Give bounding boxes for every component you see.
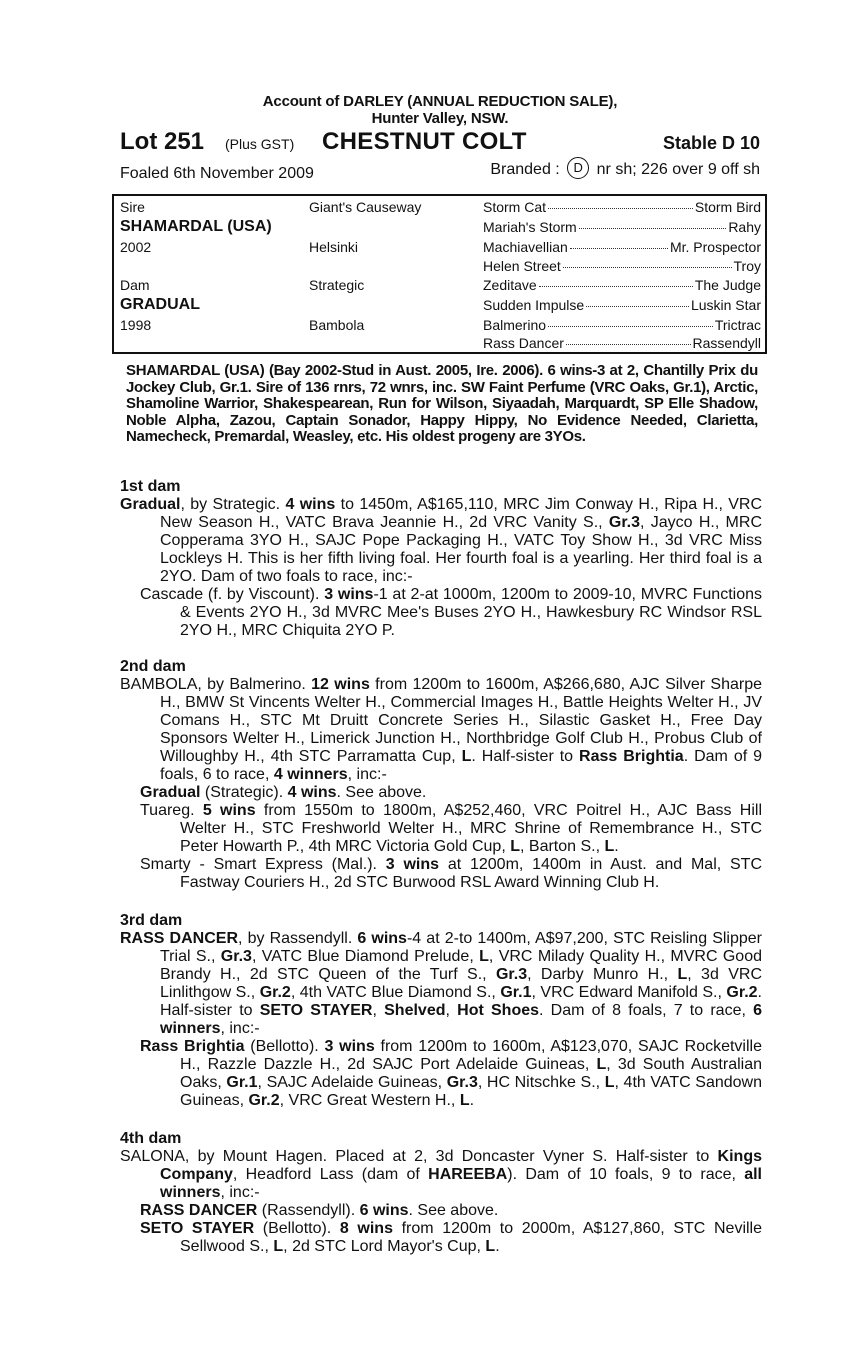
- sire-year: 2002: [120, 239, 152, 255]
- text-run: . Dam of 9 foals, 6 to race,: [160, 748, 763, 783]
- text-run: , Barton S.,: [520, 838, 605, 855]
- progeny-record: [120, 1202, 762, 1220]
- bold-text-run: 6 winners: [160, 1002, 763, 1037]
- sire-name: SHAMARDAL (USA): [120, 218, 272, 235]
- bold-text-run: L: [459, 1092, 470, 1109]
- gst-note: (Plus GST): [225, 136, 295, 152]
- foaled-date: Foaled 6th November 2009: [120, 165, 314, 182]
- text-run: ). Dam of 10 foals, 9 to race,: [507, 1166, 745, 1183]
- text-run: from 1200m to 1600m, A$266,680, AJC Silver Sharpe H., BMW St Vincents Welter H., Commercial Images H., Battle Heights Welter H., JV Comans H., STC Mt Druitt Concrete Series H., Silastic Gasket H., Free Day Sponsors Welter H., Limerick Junction H., Northbridge Golf Club H., Probus Club of Willoughby H., 4th STC Parramatta Cup,: [160, 676, 762, 765]
- leader-dots: [539, 286, 693, 287]
- bold-text-run: 3 wins: [324, 1038, 375, 1055]
- dam-record: [120, 1148, 762, 1202]
- bold-text-run: L: [479, 948, 489, 965]
- bold-text-run: Gradual: [120, 496, 181, 513]
- text-run: -4 at 2-to 1400m, A$97,200, STC Reisling Slipper Trial S.,: [160, 930, 763, 965]
- progeny-record: [120, 802, 762, 856]
- text-run: , inc:-: [220, 1184, 260, 1201]
- text-run: , Headford Lass (dam of: [232, 1166, 429, 1183]
- bold-text-run: 8 wins: [339, 1220, 393, 1237]
- dam-record: [120, 676, 762, 784]
- leader-dots: [579, 228, 727, 229]
- pedigree-table: [112, 194, 767, 354]
- dam-record: [120, 496, 762, 586]
- text-run: , 4th VATC Sandown Guineas,: [180, 1074, 763, 1109]
- branded-label: Branded :: [490, 161, 560, 178]
- bold-text-run: L: [604, 1074, 615, 1091]
- text-run: (Strategic).: [200, 784, 288, 801]
- bold-text-run: Rass Brightia: [579, 748, 684, 765]
- text-run: .: [495, 1238, 500, 1255]
- ancestor-name: Rass Dancer: [483, 335, 564, 351]
- ancestor-row: [483, 317, 761, 335]
- text-run: , SAJC Adelaide Guineas,: [257, 1074, 447, 1091]
- bold-text-run: 4 wins: [287, 784, 337, 801]
- leader-dots: [586, 306, 689, 307]
- text-run: -1 at 2-at 1000m, 1200m to 2009-10, MVRC Functions & Events 2YO H., 3d MVRC Mee's Buses 2YO H., Hawkesbury RC Windsor RSL 2YO H., MRC Chiquita 2YO P.: [180, 586, 763, 639]
- sire-record: SHAMARDAL (USA) (Bay 2002-Stud in Aust. 2005, Ire. 2006). 6 wins-3 at 2, Chantilly Prix du Jockey Club, Gr.1. Sire of 136 rnrs, 72 wnrs, inc. SW Faint Perfume (VRC Oaks, Gr.1), Arctic, Shamoline Warrior, Shakespearean, Run for Wilson, Siyaadah, Marquardt, SP Elle Shadow, Noble Alpha, Zazou, Captain Sonador, Happy Hippy, No Evidence Needed, Clarietta, Namecheck, Premardal, Weasley, etc. His oldest progeny are 3YOs.: [126, 362, 758, 445]
- bold-text-run: Gr.1: [500, 984, 532, 1001]
- text-run: . Dam of 8 foals, 7 to race,: [539, 1002, 754, 1019]
- bold-text-run: L: [596, 1056, 607, 1073]
- bold-text-run: 5 wins: [202, 802, 256, 819]
- vendor-account: [120, 93, 760, 127]
- text-run: Tuareg.: [140, 802, 203, 819]
- bold-text-run: 3 wins: [385, 856, 440, 873]
- bold-text-run: 4 wins: [285, 496, 336, 513]
- bold-text-run: SETO STAYER: [259, 1002, 373, 1019]
- bold-text-run: 4 winners: [273, 766, 348, 783]
- ancestor-name: Mariah's Storm: [483, 219, 577, 235]
- ancestor-row: [483, 219, 761, 237]
- text-run: , inc:-: [347, 766, 387, 783]
- ancestor-sire: Rassendyll: [692, 335, 761, 351]
- ancestor-name: Machiavellian: [483, 239, 568, 255]
- text-run: Cascade (f. by Viscount).: [140, 586, 325, 603]
- text-run: , by Rassendyll.: [238, 930, 358, 947]
- ancestor-sire: Rahy: [728, 219, 761, 235]
- text-run: , VRC Edward Manifold S.,: [531, 984, 727, 1001]
- bold-text-run: Gr.2: [259, 984, 291, 1001]
- text-run: (Rassendyll).: [257, 1202, 360, 1219]
- text-run: , 3d VRC Linlithgow S.,: [160, 966, 762, 1001]
- ancestor-sire: Luskin Star: [690, 297, 761, 313]
- section-heading: 1st dam: [120, 478, 181, 495]
- bold-text-run: SETO STAYER: [140, 1220, 255, 1237]
- text-run: Smarty - Smart Express (Mal.).: [140, 856, 386, 873]
- progeny-record: [120, 586, 762, 640]
- second-dam-section: [120, 658, 762, 892]
- bold-text-run: HAREEBA: [428, 1166, 508, 1183]
- lot-number: Lot 251: [120, 128, 205, 155]
- text-run: , VRC Milady Quality H., MVRC Good Brandy H., 2d STC Queen of the Turf S.,: [160, 948, 763, 983]
- ancestor-row: [483, 277, 761, 295]
- bold-text-run: Kings Company: [160, 1148, 762, 1183]
- lot-row: [120, 128, 760, 158]
- text-run: .: [469, 1092, 475, 1109]
- bold-text-run: Hot Shoes: [457, 1002, 540, 1019]
- text-run: ,: [372, 1002, 385, 1019]
- ancestor-name: Sudden Impulse: [483, 297, 585, 313]
- text-run: . Half-sister to: [160, 984, 762, 1019]
- fourth-dam-section: [120, 1130, 762, 1256]
- bold-text-run: all winners: [160, 1166, 762, 1201]
- account-line-2: Hunter Valley, NSW.: [371, 110, 509, 127]
- ancestor-name: Balmerino: [483, 317, 547, 333]
- text-run: from 1550m to 1800m, A$252,460, VRC Poitrel H., AJC Bass Hill Welter H., STC Freshworld Welter H., MRC Shrine of Remembrance H., STC Peter Howarth P., 4th MRC Victoria Gold Cup,: [180, 802, 763, 855]
- text-run: , VATC Blue Diamond Prelude,: [251, 948, 480, 965]
- text-run: to 1450m, A$165,110, MRC Jim Conway H., Ripa H., VRC New Season H., VATC Brava Jeannie H., 2d VRC Vanity S.,: [160, 496, 763, 531]
- account-line-1: Account of DARLEY (ANNUAL REDUCTION SALE),: [262, 93, 618, 110]
- bold-text-run: RASS DANCER: [120, 930, 239, 947]
- bold-text-run: L: [485, 1238, 496, 1255]
- progeny-record: [120, 784, 762, 802]
- bold-text-run: 12 wins: [311, 676, 370, 693]
- text-run: .: [614, 838, 619, 855]
- ancestor-row: [483, 258, 761, 276]
- leader-dots: [570, 248, 668, 249]
- bold-text-run: Gr.3: [446, 1074, 478, 1091]
- text-run: BAMBOLA, by Balmerino.: [120, 676, 312, 693]
- bold-text-run: L: [604, 838, 615, 855]
- ancestor-row: [483, 239, 761, 257]
- grandsire-paternal: Giant's Causeway: [309, 199, 422, 215]
- text-run: . Half-sister to: [471, 748, 580, 765]
- first-dam-section: [120, 478, 762, 640]
- bold-text-run: 6 wins: [359, 1202, 409, 1219]
- text-run: , by Strategic.: [180, 496, 286, 513]
- granddam-maternal: Bambola: [309, 317, 365, 333]
- bold-text-run: Gr.2: [248, 1092, 280, 1109]
- dam-year: 1998: [120, 317, 152, 333]
- bold-text-run: Rass Brightia: [140, 1038, 245, 1055]
- text-run: from 1200m to 2000m, A$127,860, STC Neville Sellwood S.,: [180, 1220, 763, 1255]
- bold-text-run: Gr.3: [220, 948, 252, 965]
- text-run: (Bellotto).: [254, 1220, 340, 1237]
- section-heading: 3rd dam: [120, 912, 183, 929]
- text-run: , Darby Munro H.,: [527, 966, 678, 983]
- text-run: , HC Nitschke S.,: [477, 1074, 605, 1091]
- text-run: at 1200m, 1400m in Aust. and Mal, STC Fastway Couriers H., 2d STC Burwood RSL Award Winning Club H.: [180, 856, 762, 891]
- bold-text-run: Gr.3: [495, 966, 528, 983]
- bold-text-run: L: [273, 1238, 284, 1255]
- text-run: , Jayco H., MRC Copperama 3YO H., SAJC Pope Packaging H., VATC Toy Show H., 3d VRC Miss Lockleys H. This is her fifth living foal. Her fourth foal is a yearling. Her third foal is a 2YO. Dam of two foals to race, inc:-: [160, 514, 762, 585]
- grandsire-maternal: Strategic: [309, 277, 365, 293]
- leader-dots: [548, 208, 693, 209]
- text-run: SALONA, by Mount Hagen. Placed at 2, 3d Doncaster Vyner S. Half-sister to: [120, 1148, 718, 1165]
- text-run: . See above.: [336, 784, 427, 801]
- section-heading: 2nd dam: [120, 658, 186, 675]
- dam-record: [120, 930, 762, 1038]
- ancestor-row: [483, 335, 761, 353]
- ancestor-sire: Mr. Prospector: [669, 239, 761, 255]
- progeny-record: [120, 856, 762, 892]
- bold-text-run: Gradual: [140, 784, 201, 801]
- ancestor-row: [483, 199, 761, 217]
- text-run: ,: [445, 1002, 458, 1019]
- brand-info: [490, 157, 760, 179]
- third-dam-section: [120, 912, 762, 1110]
- bold-text-run: 3 wins: [324, 586, 374, 603]
- brand-d-icon: D: [567, 157, 589, 179]
- bold-text-run: L: [510, 838, 520, 855]
- ancestor-sire: Storm Bird: [694, 199, 761, 215]
- bold-text-run: Gr.2: [726, 984, 758, 1001]
- bold-text-run: 6 wins: [357, 930, 407, 947]
- bold-text-run: Gr.3: [608, 514, 641, 531]
- ancestor-sire: Troy: [733, 258, 761, 274]
- ancestor-sire: The Judge: [694, 277, 761, 293]
- text-run: (Bellotto).: [244, 1038, 325, 1055]
- dam-name: GRADUAL: [120, 296, 200, 313]
- text-run: from 1200m to 1600m, A$123,070, SAJC Rocketville H., Razzle Dazzle H., 2d SAJC Port Adelaide Guineas,: [180, 1038, 762, 1073]
- bold-text-run: Shelved: [384, 1002, 446, 1019]
- section-heading: 4th dam: [120, 1130, 182, 1147]
- text-run: , 4th VATC Blue Diamond S.,: [290, 984, 501, 1001]
- ancestor-sire: Trictrac: [714, 317, 761, 333]
- bold-text-run: L: [677, 966, 688, 983]
- text-run: , VRC Great Western H.,: [279, 1092, 460, 1109]
- ancestor-name: Helen Street: [483, 258, 561, 274]
- leader-dots: [548, 326, 713, 327]
- text-run: . See above.: [408, 1202, 499, 1219]
- ancestor-name: Zeditave: [483, 277, 537, 293]
- sire-label: Sire: [120, 199, 145, 215]
- text-run: , 3d South Australian Oaks,: [180, 1056, 763, 1091]
- leader-dots: [566, 344, 691, 345]
- bold-text-run: RASS DANCER: [140, 1202, 258, 1219]
- ancestor-name: Storm Cat: [483, 199, 547, 215]
- ancestor-row: [483, 297, 761, 315]
- progeny-record: [120, 1038, 762, 1110]
- granddam-paternal: Helsinki: [309, 239, 359, 255]
- bold-text-run: Gr.1: [226, 1074, 258, 1091]
- leader-dots: [563, 267, 732, 268]
- dam-label: Dam: [120, 277, 150, 293]
- text-run: , inc:-: [220, 1020, 260, 1037]
- stable-number: Stable D 10: [662, 133, 760, 153]
- bold-text-run: L: [461, 748, 472, 765]
- horse-description: CHESTNUT COLT: [322, 128, 527, 155]
- progeny-record: [120, 1220, 762, 1256]
- text-run: , 2d STC Lord Mayor's Cup,: [283, 1238, 486, 1255]
- branded-text: nr sh; 226 over 9 off sh: [596, 161, 760, 178]
